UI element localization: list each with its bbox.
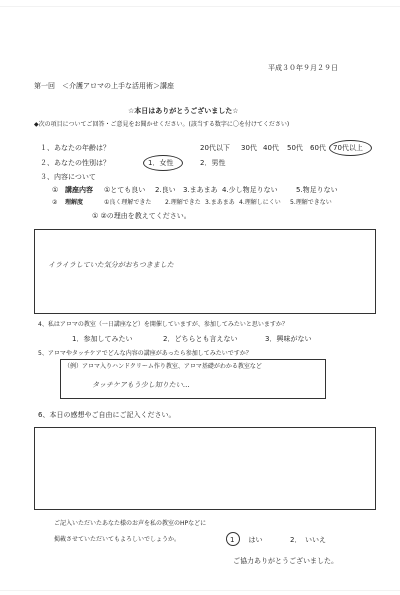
q5-example: （例）アロマ入りハンドクリーム作り教室、アロマ基礎がわかる教室など: [64, 363, 262, 370]
consent-line-1: ご記入いただいたあなた様のお声を私の教室のHPなどに: [54, 520, 207, 527]
selected-circle-mark: [226, 532, 240, 546]
q6-label: 6、本日の感想やご自由にご記入ください。: [38, 411, 176, 419]
scan-line: [0, 590, 400, 591]
consent-yes-option[interactable]: 1 はい: [230, 536, 263, 544]
q3-label: ３、内容について: [40, 173, 96, 181]
q3-row2-heading: 理解度: [65, 199, 84, 206]
q3-row2-num: ②: [52, 199, 58, 206]
q4-option-3[interactable]: 3．興味がない: [265, 335, 312, 343]
q1-option-40s[interactable]: 40代: [263, 144, 279, 152]
q3-reason-prompt: ① ②の理由を教えてください。: [92, 212, 191, 220]
q5-handwriting: タッチケアもう少し知りたい…: [92, 381, 190, 389]
q4-label: 4、私はアロマの教室（一日講座など）を開催していますが、参加してみたいと思いますか？: [38, 321, 288, 328]
q3-row2-option-3[interactable]: 3.まあまあ: [205, 199, 235, 206]
course-title: 第一回 ＜介護アロマの上手な活用術＞講座: [34, 82, 174, 90]
q2-option-female[interactable]: 1．女性: [148, 159, 174, 167]
q3-row2-option-4[interactable]: 4.理解しにくい: [239, 199, 281, 206]
closing-thanks: ご協力ありがとうございました。: [233, 557, 338, 565]
q3-reason-handwriting: イライラしていた気分がおちつきました: [48, 261, 174, 269]
q3-row1-option-5[interactable]: 5.物足りない: [296, 186, 338, 194]
q2-label: ２、あなたの性別は？: [40, 159, 110, 167]
q4-option-1[interactable]: 1．参加してみたい: [72, 335, 133, 343]
q3-row1-num: ①: [52, 186, 59, 194]
q3-row1-option-3[interactable]: 3.まあまあ: [183, 186, 218, 194]
q3-reason-answer-box[interactable]: [34, 229, 376, 314]
q1-option-20s[interactable]: 20代以下: [200, 144, 230, 152]
q1-option-50s[interactable]: 50代: [287, 144, 303, 152]
q6-answer-box[interactable]: [34, 427, 376, 510]
q3-row2-option-1[interactable]: ①良く理解できた: [104, 199, 152, 206]
scan-line: [0, 6, 400, 7]
q1-option-70s-plus[interactable]: 70代以上: [333, 144, 363, 152]
q1-option-30s[interactable]: 30代: [241, 144, 257, 152]
selected-circle-mark: [329, 140, 372, 156]
q3-row1-option-1[interactable]: ①とても良い: [104, 186, 146, 194]
q3-row1-option-4[interactable]: 4.少し物足りない: [222, 186, 278, 194]
thanks-heading: ☆本日はありがとうございました☆: [128, 107, 239, 115]
q3-row1-option-2[interactable]: 2.良い: [155, 186, 176, 194]
selected-circle-mark: [143, 155, 183, 171]
q1-label: １、あなたの年齢は？: [40, 144, 110, 152]
q2-option-male[interactable]: 2．男性: [200, 159, 226, 167]
q3-row1-heading: 講座内容: [65, 186, 93, 194]
consent-no-option[interactable]: 2． いいえ: [290, 536, 326, 544]
q5-label: 5、アロマやタッチケアでどんな内容の講座があったら参加してみたいですか？: [38, 350, 252, 357]
q3-row2-option-2[interactable]: 2.理解できた: [165, 199, 201, 206]
instructions: ◆次の項目についてご回答・ご意見をお聞かせください。(該当する数字に〇を付けてください): [34, 121, 290, 128]
survey-date: 平成３０年９月２９日: [268, 64, 338, 72]
q4-option-2[interactable]: 2．どちらとも言えない: [163, 335, 238, 343]
consent-line-2: 掲載させていただいてもよろしいでしょうか。: [54, 536, 181, 543]
q1-option-60s[interactable]: 60代: [310, 144, 326, 152]
q3-row2-option-5[interactable]: 5.理解できない: [290, 199, 332, 206]
